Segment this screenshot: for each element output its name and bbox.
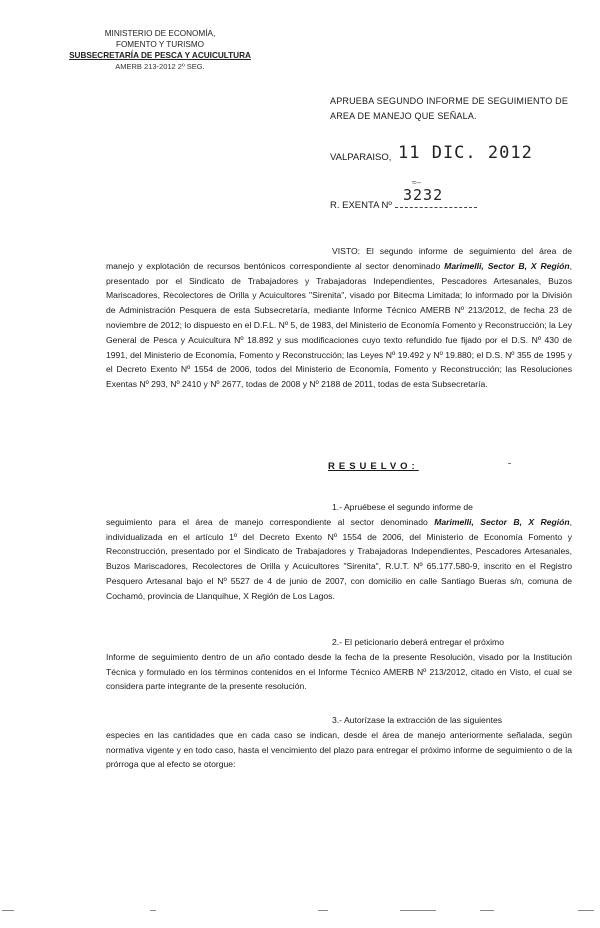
item-1-text — [106, 515, 572, 604]
resolution-summary: APRUEBA SEGUNDO INFORME DE SEGUIMIENTO DE AREA DE MANEJO QUE SEÑALA. — [330, 96, 569, 121]
subsecretariat-name: SUBSECRETARÍA DE PESCA Y ACUICULTURA — [69, 51, 251, 60]
item-1-lead: 1.- Apruébese el segundo informe de — [332, 502, 473, 512]
scan-mark — [2, 910, 14, 911]
scan-mark — [480, 910, 494, 911]
exenta-line — [330, 199, 477, 211]
place-label: VALPARAISO, — [330, 152, 392, 163]
item-3-paragraph — [106, 713, 572, 772]
ministry-header — [60, 28, 260, 72]
scan-mark — [318, 910, 328, 911]
visto-body: , presentado por el Sindicato de Trabajadores y Trabajadoras Independientes, Pescadores Artesanales, Buzos Mariscadores, Recolectores de Orilla y Acuicultores "Sirenita", visado por Bitecma Limitada; lo informado por la División de Administración Pesquera de esta Subsecretaría, mediante Informe Técnico AMERB Nº 213/2012, de fecha 23 de noviembre de 2012; lo dispuesto en el D.F.L. Nº 5, de 1983, del Ministerio de Economía Fomento y Reconstrucción; la Ley General de Pesca y Acuicultura Nº 18.892 y sus modificaciones cuyo texto refundido fue fijado por el D.S. Nº 430 de 1991, del Ministerio de Economía, Fomento y Reconstrucción; las Leyes Nº 19.492 y Nº 19.880; el D.S. Nº 355 de 1995 y el Decreto Exento Nº 1554 de 2006, todos del Ministerio de Economía, Fomento y Reconstrucción; las Resoluciones Exentas Nº 293, Nº 2410 y Nº 2677, todas de 2008 y Nº 2188 de 2011, todas de esta Subsecretaría. — [106, 260, 573, 390]
item-1-sector-name: Marimelli, Sector B, X Región — [434, 516, 570, 527]
ministry-name: MINISTERIO DE ECONOMÍA, — [104, 29, 216, 38]
item-1-body: , individualizada en el artículo 1º del Decreto Exento Nº 1554 de 2006, del Ministerio de Economía Fomento y Reconstrucción, presentado por el Sindicato de Trabajadores y Trabajadoras Independientes, Pescadores Artesanales, Buzos Mariscadores, Recolectores de Orilla y Acuicultores "Sirenita", R.U.T. Nº 65.177.580-9, inscrito en el Registro Pesquero Artesanal bajo el Nº 5527 de 4 de junio de 2007, con domicilio en calle Santiago Bueras s/n, comuna de Cochamó, provincia de Llanquihue, X Región de Los Lagos. — [106, 516, 573, 601]
scan-mark — [150, 910, 156, 911]
item-3-body: especies en las cantidades que en cada caso se indican, desde el área de manejo anteriormente señalada, según normativa vigente y en todo caso, hasta el vencimiento del plazo para entregar el próximo informe de seguimiento o de la prórroga que al efecto se otorgue: — [106, 729, 572, 770]
visto-sector-name: Marimelli, Sector B, X Región — [444, 260, 570, 271]
ministry-subname: FOMENTO Y TURISMO — [115, 40, 205, 49]
scan-mark — [400, 910, 436, 911]
stamp-mark: ≈‒ — [412, 178, 421, 187]
item-2-body: Informe de seguimiento dentro de un año contado desde la fecha de la presente Resolución, visado por la Institución Técnica y formulado en los términos contenidos en el Informe Técnico AMERB Nº 213/2012, citado en Visto, el cual se considera parte integrante de la presente resolución. — [106, 651, 572, 692]
item-3-lead: 3.- Autorízase la extracción de las siguientes — [332, 715, 503, 725]
place-line — [330, 152, 391, 163]
item-2-lead: 2.- El peticionario deberá entregar el próximo — [332, 637, 504, 647]
visto-intro: VISTO: El segundo informe de seguimiento del área de manejo y explotación de recursos bentónicos correspondiente al sector denominado — [106, 246, 572, 271]
reference-code: AMERB 213-2012 2º SEG. — [115, 62, 205, 71]
item-2-paragraph — [106, 635, 572, 694]
item-1-intro: seguimiento para el área de manejo correspondiente al sector denominado — [106, 516, 428, 527]
scan-speck — [508, 463, 511, 464]
visto-paragraph — [106, 244, 572, 392]
date-stamp: 11 DIC. 2012 — [398, 143, 533, 163]
resuelvo-heading: RESUELVO: — [328, 461, 419, 472]
exenta-underline — [395, 199, 477, 208]
scan-mark — [578, 910, 594, 911]
visto-text — [106, 244, 572, 392]
scan-footer-marks — [0, 910, 600, 922]
item-1-paragraph — [106, 500, 572, 604]
resolution-number-stamp: 3232 — [403, 186, 444, 204]
exenta-label: R. EXENTA Nº — [330, 200, 392, 211]
